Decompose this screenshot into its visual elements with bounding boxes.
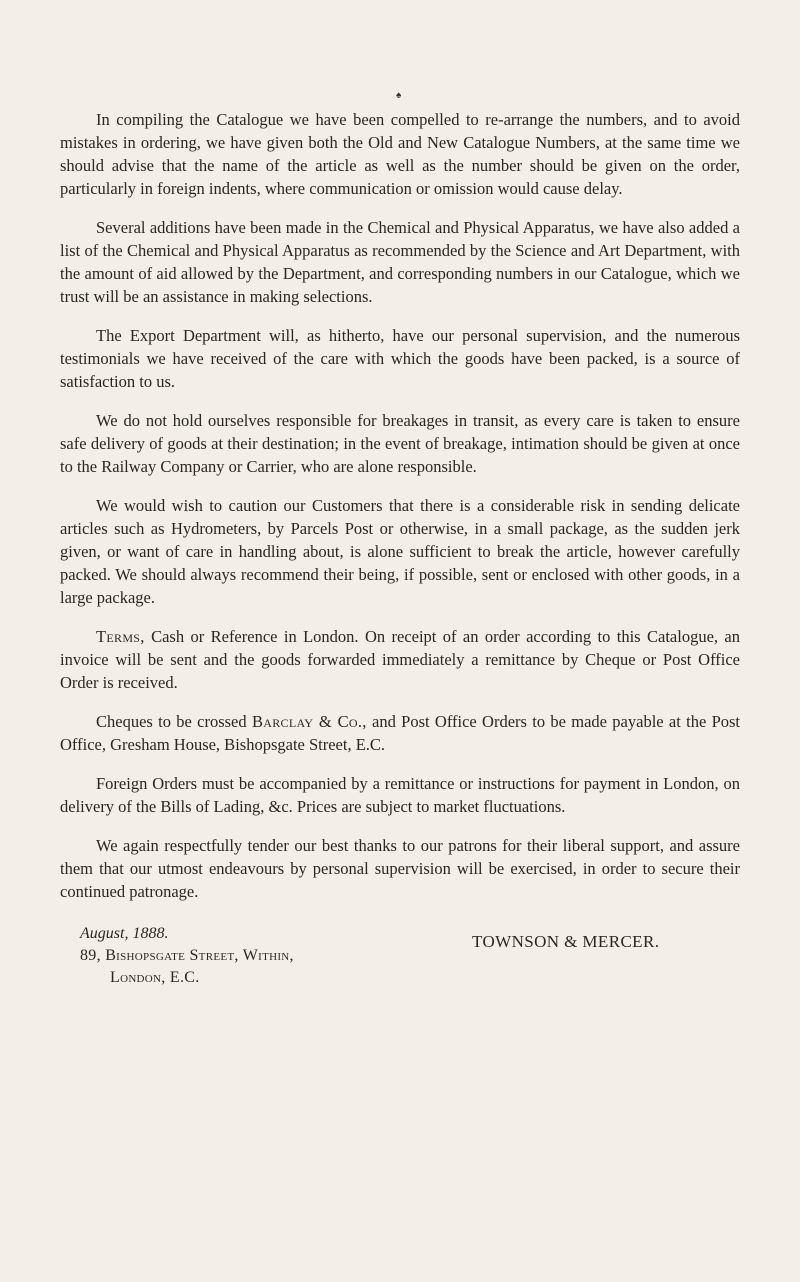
bank-name: Barclay & Co., <box>251 712 367 731</box>
cheques-text-a: Cheques to be crossed <box>96 712 252 731</box>
paragraph-caution: We would wish to caution our Customers that there is a considerable risk in sending delicate articles such as Hydrometers, by Parcels Post or otherwise, in a small package, as the sudden jerk given, or want of care in handling about, is alone sufficient to break the article, however carefully packed. We should always recommend their being, if possible, sent or enclosed with other goods, in a large package. <box>60 496 740 607</box>
terms-text: Cash or Reference in London. On receipt of an order according to this Catalogue, an invoice will be sent and the goods forwarded immediately a remittance by Cheque or Post Office Order is received. <box>60 627 740 692</box>
printer-mark: ♠ <box>396 90 402 101</box>
paragraph-apparatus-additions: Several additions have been made in the Chemical and Physical Apparatus, we have also added a list of the Chemical and Physical Apparatus as recommended by the Science and Art Department, with the amount of aid allowed by the Department, and corresponding numbers in our Catalogue, which we trust will be an assistance in making selections. <box>60 218 740 306</box>
address-line-2: London, E.C. <box>110 969 200 986</box>
terms-lead: Terms, <box>96 627 145 646</box>
paragraph-export-department: The Export Department will, as hitherto, have our personal supervision, and the numerous testimonials we have received of the care with which the goods have been packed, is a source of satisfaction to us. <box>60 326 740 391</box>
paragraph-breakages: We do not hold ourselves responsible for breakages in transit, as every care is taken to ensure safe delivery of goods at their destination; in the event of breakage, intimation should be given at once to the Railway Company or Carrier, who are alone responsible. <box>60 411 740 476</box>
paragraph-catalogue-numbers: In compiling the Catalogue we have been compelled to re-arrange the numbers, and to avoid mistakes in ordering, we have given both the Old and New Catalogue Numbers, at the same time we should advise that the name of the article as well as the number should be given on the order, particularly in foreign indents, where communication or omission would cause delay. <box>60 110 740 198</box>
paragraph-cheques <box>60 710 740 756</box>
paragraph-thanks: We again respectfully tender our best thanks to our patrons for their liberal support, and assure them that our utmost endeavours by personal supervision will be exercised, in order to secure their continued patronage. <box>60 836 740 901</box>
letter-footer <box>60 923 740 1013</box>
address-line-1: 89, Bishopsgate Street, Within, <box>80 947 294 964</box>
date-line: August, 1888. <box>80 925 169 942</box>
signature: TOWNSON & MERCER. <box>472 932 660 951</box>
paragraph-foreign-orders: Foreign Orders must be accompanied by a remittance or instructions for payment in London, on delivery of the Bills of Lading, &c. Prices are subject to market fluctuations. <box>60 774 740 816</box>
paragraph-terms <box>60 625 740 694</box>
cheques-text-b: and Post Office Orders to be made payable at the Post Office, Gresham House, Bishopsgate Street, E.C. <box>60 712 741 754</box>
notice-page <box>60 108 740 1013</box>
